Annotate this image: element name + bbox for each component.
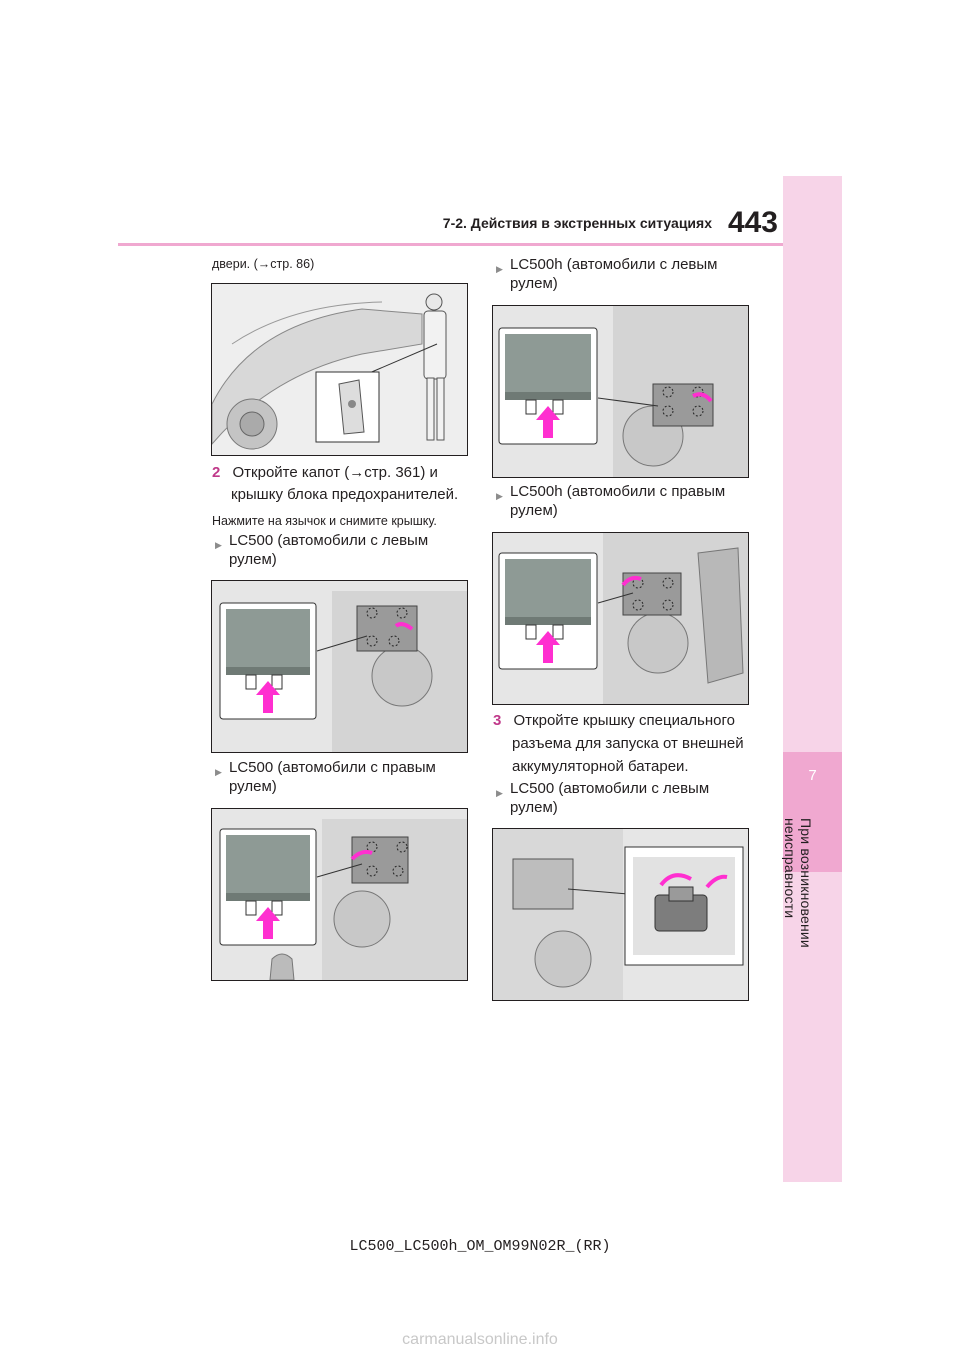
header-rule <box>118 243 783 246</box>
bullet-lc500h-left <box>510 255 717 274</box>
bullet-text-line2: рулем) <box>510 799 558 816</box>
watermark: carmanualsonline.info <box>402 1331 558 1348</box>
bullet-text-line1: LC500 (автомобили с левым <box>510 780 710 797</box>
step-3-line2: разъема для запуска от внешней <box>512 735 744 752</box>
document-code: LC500_LC500h_OM_OM99N02R_(RR) <box>349 1238 611 1255</box>
step-2 <box>212 462 438 483</box>
figure-fuse-lc500h-rhd <box>492 532 749 705</box>
chapter-number: 7 <box>808 767 817 784</box>
engine-bay-illustration <box>212 581 467 752</box>
chapter-title: При возникновении неисправности <box>782 818 814 948</box>
figure-fuse-lc500-rhd <box>211 808 468 981</box>
engine-bay-illustration <box>212 809 467 980</box>
step-3-line3: аккумуляторной батареи. <box>512 758 689 775</box>
car-key-illustration <box>212 284 467 455</box>
bullet-lc500h-right <box>510 482 725 501</box>
bullet-text-line1: LC500h (автомобили с правым <box>510 483 726 500</box>
step-2-line1: Откройте капот (→стр. 361) и <box>232 464 438 481</box>
bullet-text-line1: LC500h (автомобили с левым <box>510 256 718 273</box>
bullet-text-line1: LC500 (автомобили с правым <box>229 759 436 776</box>
engine-bay-illustration <box>493 533 748 704</box>
bullet-lc500-right <box>229 758 436 777</box>
step-3 <box>493 710 735 731</box>
bullet-text-line2: рулем) <box>510 502 558 519</box>
figure-jump-start-terminal <box>492 828 749 1001</box>
figure-fuse-lc500-lhd <box>211 580 468 753</box>
section-title: 7-2. Действия в экстренных ситуациях <box>442 215 712 231</box>
step-2-line2: крышку блока предохранителей. <box>231 486 459 503</box>
step-3-number: 3 <box>493 712 502 729</box>
note-text: Нажмите на язычок и снимите крышку. <box>212 514 437 528</box>
page-number: 443 <box>727 206 778 239</box>
engine-bay-illustration <box>493 829 748 1000</box>
engine-bay-illustration <box>493 306 748 477</box>
figure-fuse-lc500h-lhd <box>492 305 749 478</box>
bullet-text-line1: LC500 (автомобили с левым <box>229 532 429 549</box>
bullet-text-line2: рулем) <box>510 275 558 292</box>
step-2-number: 2 <box>212 464 221 481</box>
bullet-text-line2: рулем) <box>229 778 277 795</box>
step-3-line1: Откройте крышку специального <box>513 712 735 729</box>
bullet-lc500-left-jump <box>510 779 709 798</box>
figure-door-key <box>211 283 468 456</box>
intro-text: двери. (→стр. 86) <box>212 257 315 271</box>
bullet-lc500-left <box>229 531 428 550</box>
bullet-text-line2: рулем) <box>229 551 277 568</box>
